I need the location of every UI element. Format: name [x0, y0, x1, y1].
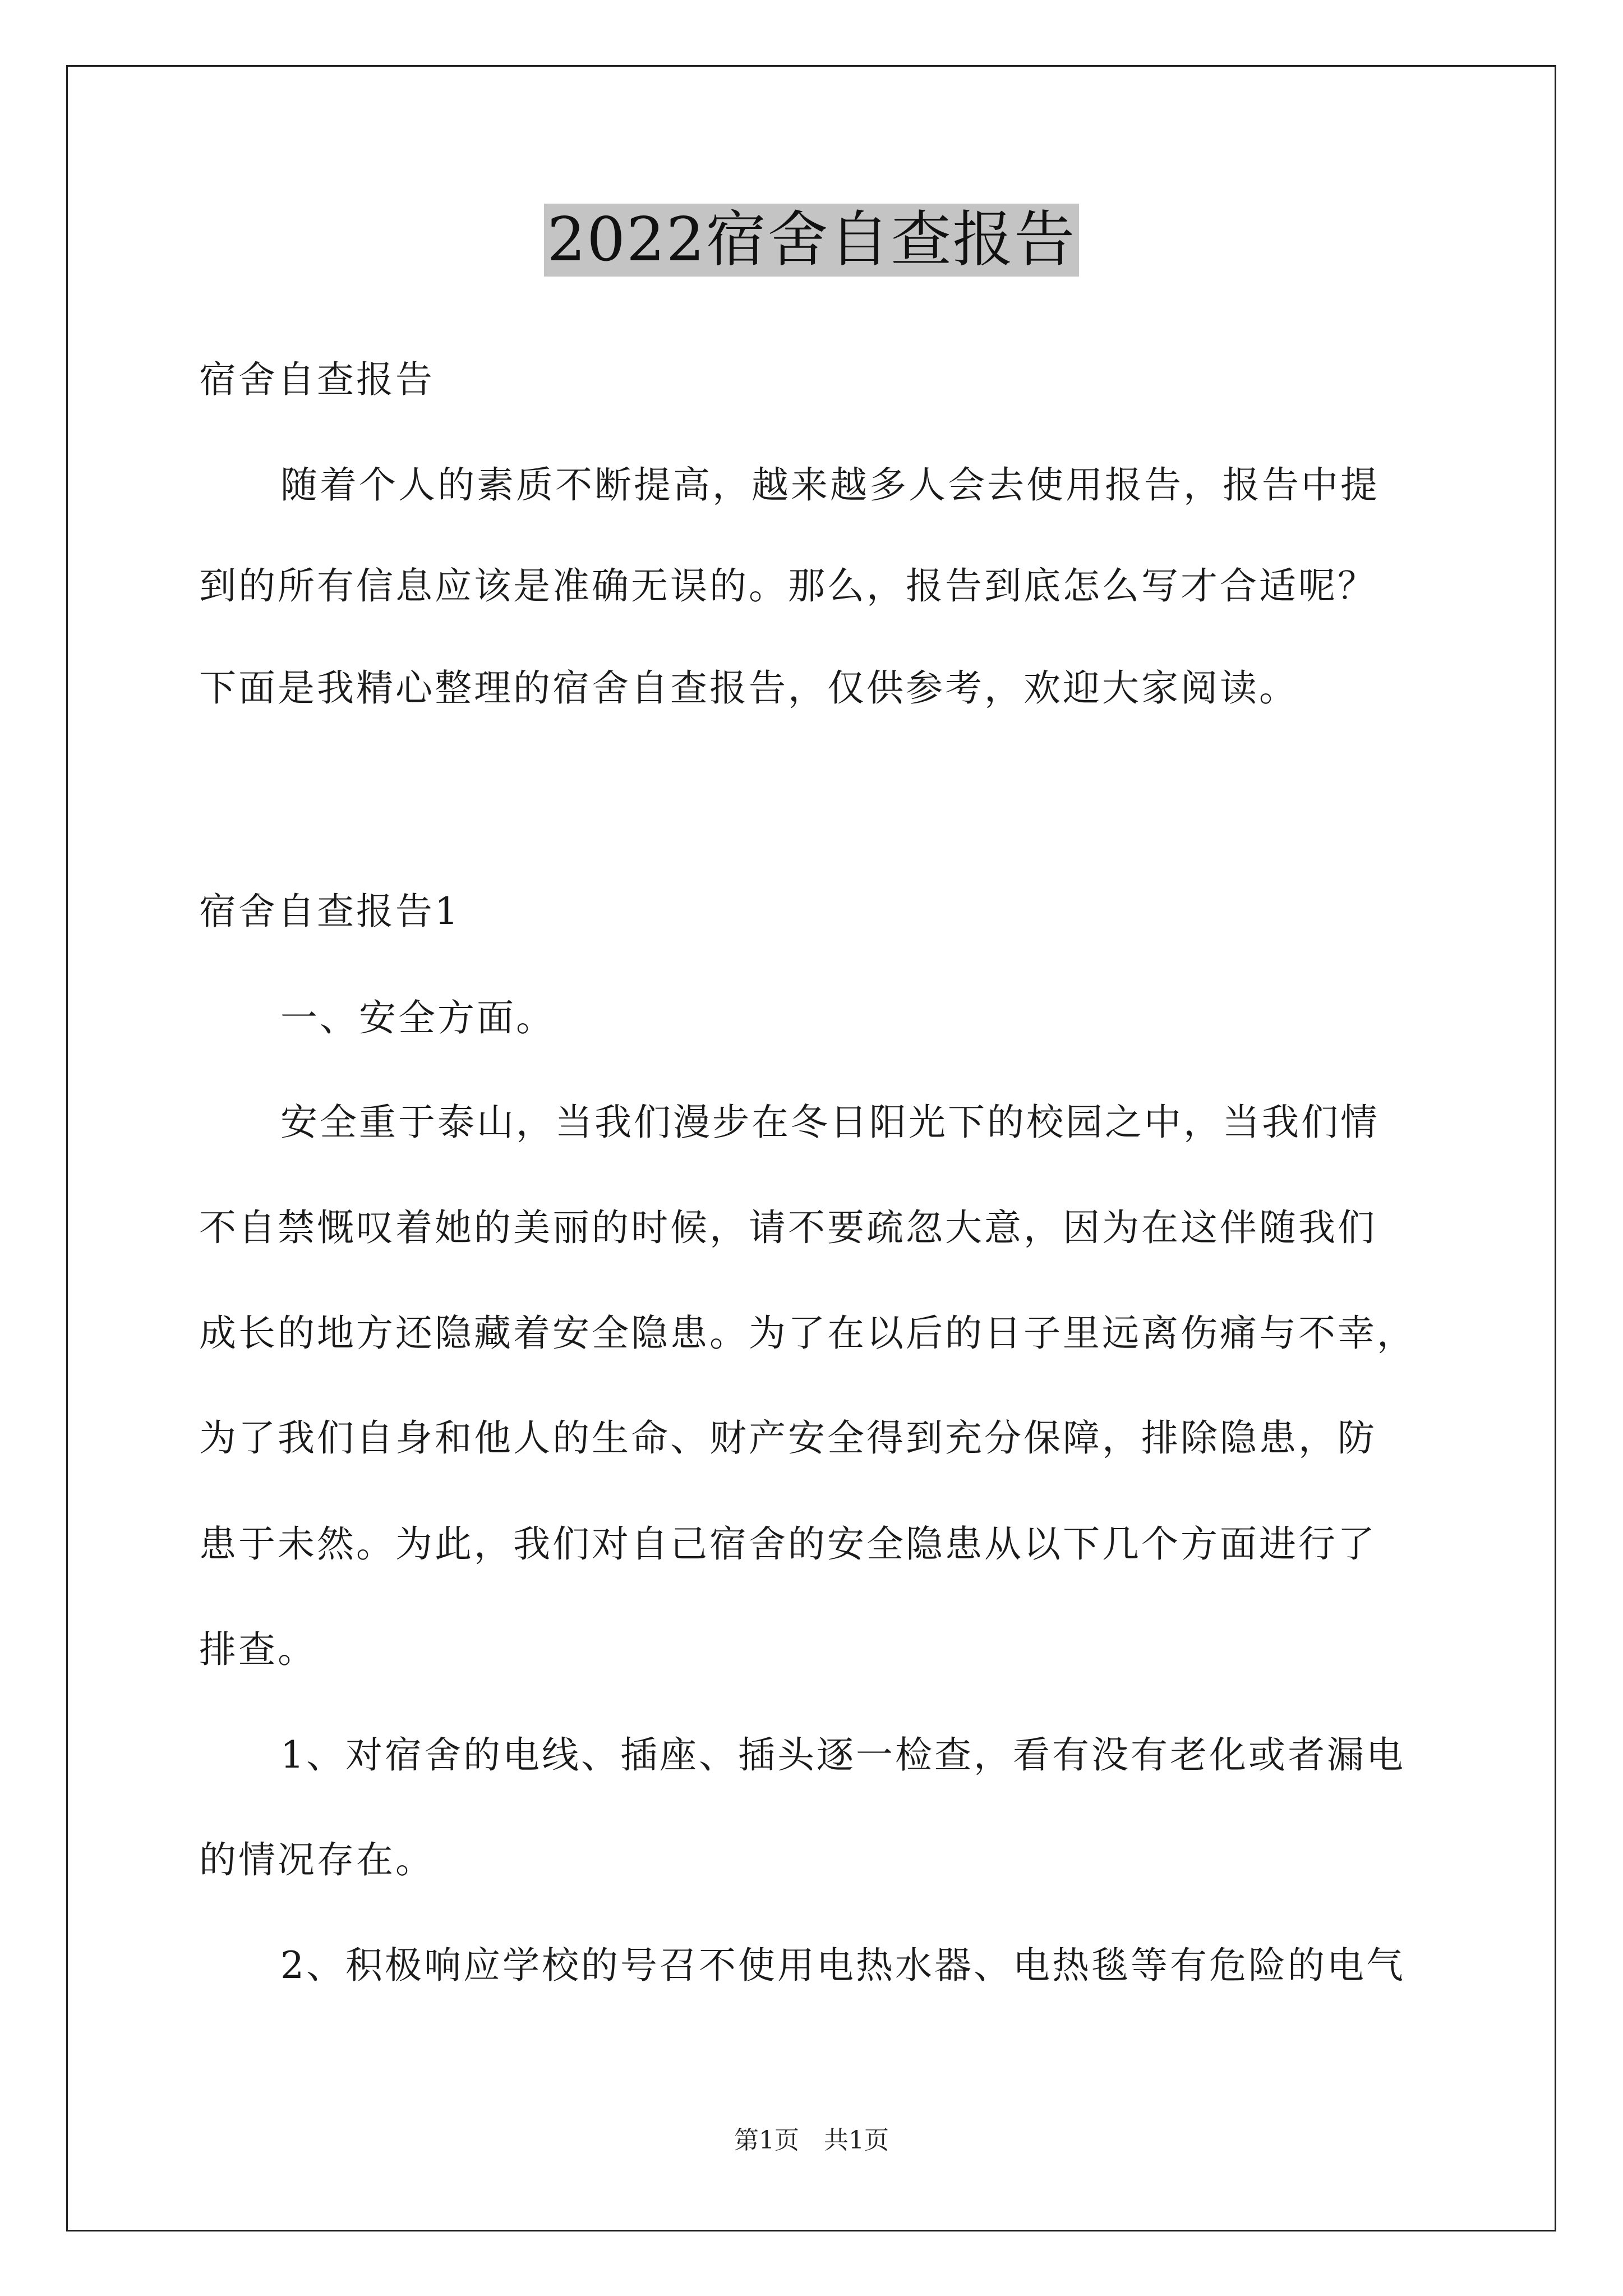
item1-line-2: 的情况存在。: [199, 1838, 435, 1881]
subtitle: 宿舍自查报告: [199, 358, 435, 401]
body-line-3: 成长的地方还隐藏着安全隐患。为了在以后的日子里远离伤痛与不幸，: [199, 1312, 1416, 1355]
item2-line-1: 2、积极响应学校的号召不使用电热水器、电热毯等有危险的电气: [280, 1944, 1405, 1987]
body-line-1: 安全重于泰山，当我们漫步在冬日阳光下的校园之中，当我们情: [280, 1101, 1380, 1144]
page-number: 第1页 共1页: [734, 2126, 889, 2155]
intro-line-1: 随着个人的素质不断提高，越来越多人会去使用报告，报告中提: [280, 463, 1380, 507]
intro-line-2: 到的所有信息应该是准确无误的。那么，报告到底怎么写才合适呢？: [199, 564, 1377, 608]
title-container: [0, 204, 1623, 277]
document-title: 2022宿舍自查报告: [544, 204, 1080, 277]
item1-line-1: 1、对宿舍的电线、插座、插头逐一检查，看有没有老化或者漏电: [280, 1733, 1405, 1777]
body-line-6: 排查。: [199, 1628, 317, 1671]
body-line-2: 不自禁慨叹着她的美丽的时候，请不要疏忽大意，因为在这伴随我们: [199, 1206, 1377, 1249]
part-heading: 一、安全方面。: [280, 996, 555, 1039]
body-line-5: 患于未然。为此，我们对自己宿舍的安全隐患从以下几个方面进行了: [199, 1522, 1377, 1566]
body-line-4: 为了我们自身和他人的生命、财产安全得到充分保障，排除隐患，防: [199, 1416, 1377, 1460]
intro-line-3: 下面是我精心整理的宿舍自查报告，仅供参考，欢迎大家阅读。: [199, 666, 1298, 710]
section-heading: 宿舍自查报告1: [199, 890, 460, 933]
